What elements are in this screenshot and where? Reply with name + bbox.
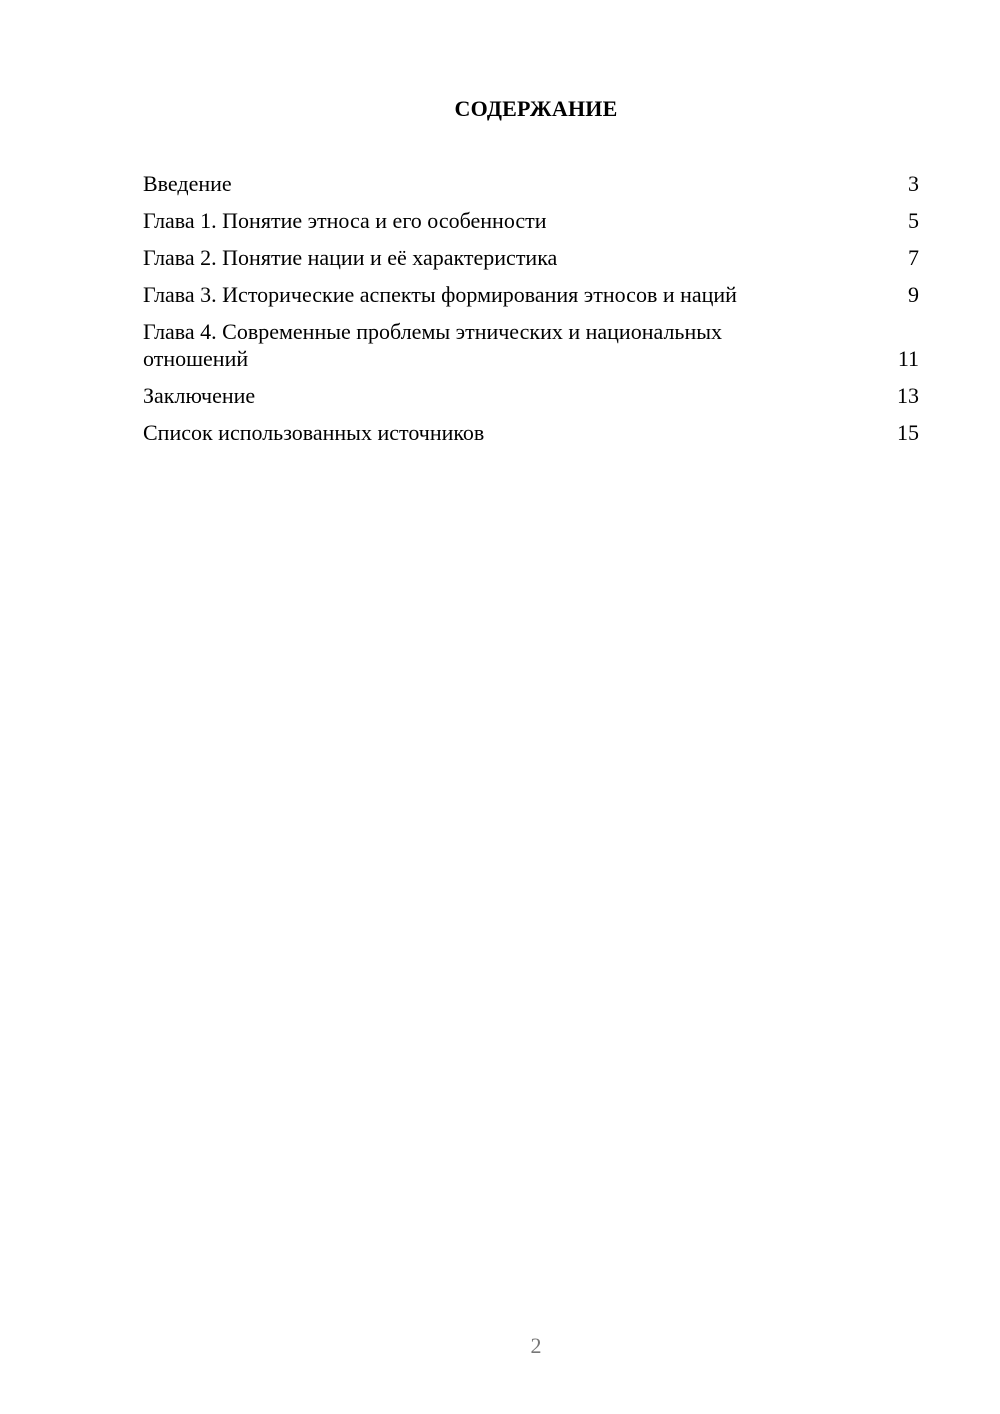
page-title: СОДЕРЖАНИЕ <box>454 96 618 121</box>
toc-entry-conclusion <box>143 382 919 409</box>
toc-entry-label: Заключение <box>143 383 256 408</box>
toc-entry-page: 9 <box>908 282 919 307</box>
toc-entry-chapter-3 <box>143 281 919 308</box>
toc-entry-label: Глава 4. Современные проблемы этнических и национальных отношений <box>143 319 723 371</box>
table-of-contents <box>143 170 919 456</box>
toc-entry-page: 11 <box>897 346 919 371</box>
toc-entry-chapter-1 <box>143 207 919 234</box>
toc-entry-label: Глава 1. Понятие этноса и его особенности <box>143 208 547 233</box>
toc-entry-page: 13 <box>897 383 919 408</box>
toc-entry-chapter-2 <box>143 244 919 271</box>
toc-entry-label: Список использованных источников <box>143 420 485 445</box>
toc-entry-label: Глава 2. Понятие нации и её характеристика <box>143 245 558 270</box>
toc-entry-page: 3 <box>908 171 919 196</box>
toc-entry-references <box>143 419 919 446</box>
page-number: 2 <box>530 1333 542 1358</box>
toc-entry-page: 15 <box>897 420 919 445</box>
toc-entry-page: 7 <box>908 245 919 270</box>
toc-entry-page: 5 <box>908 208 919 233</box>
toc-entry-chapter-4 <box>143 318 919 372</box>
toc-entry-label: Глава 3. Исторические аспекты формирования этносов и наций <box>143 282 737 307</box>
toc-entry-label: Введение <box>143 171 232 196</box>
toc-entry-introduction <box>143 170 919 197</box>
